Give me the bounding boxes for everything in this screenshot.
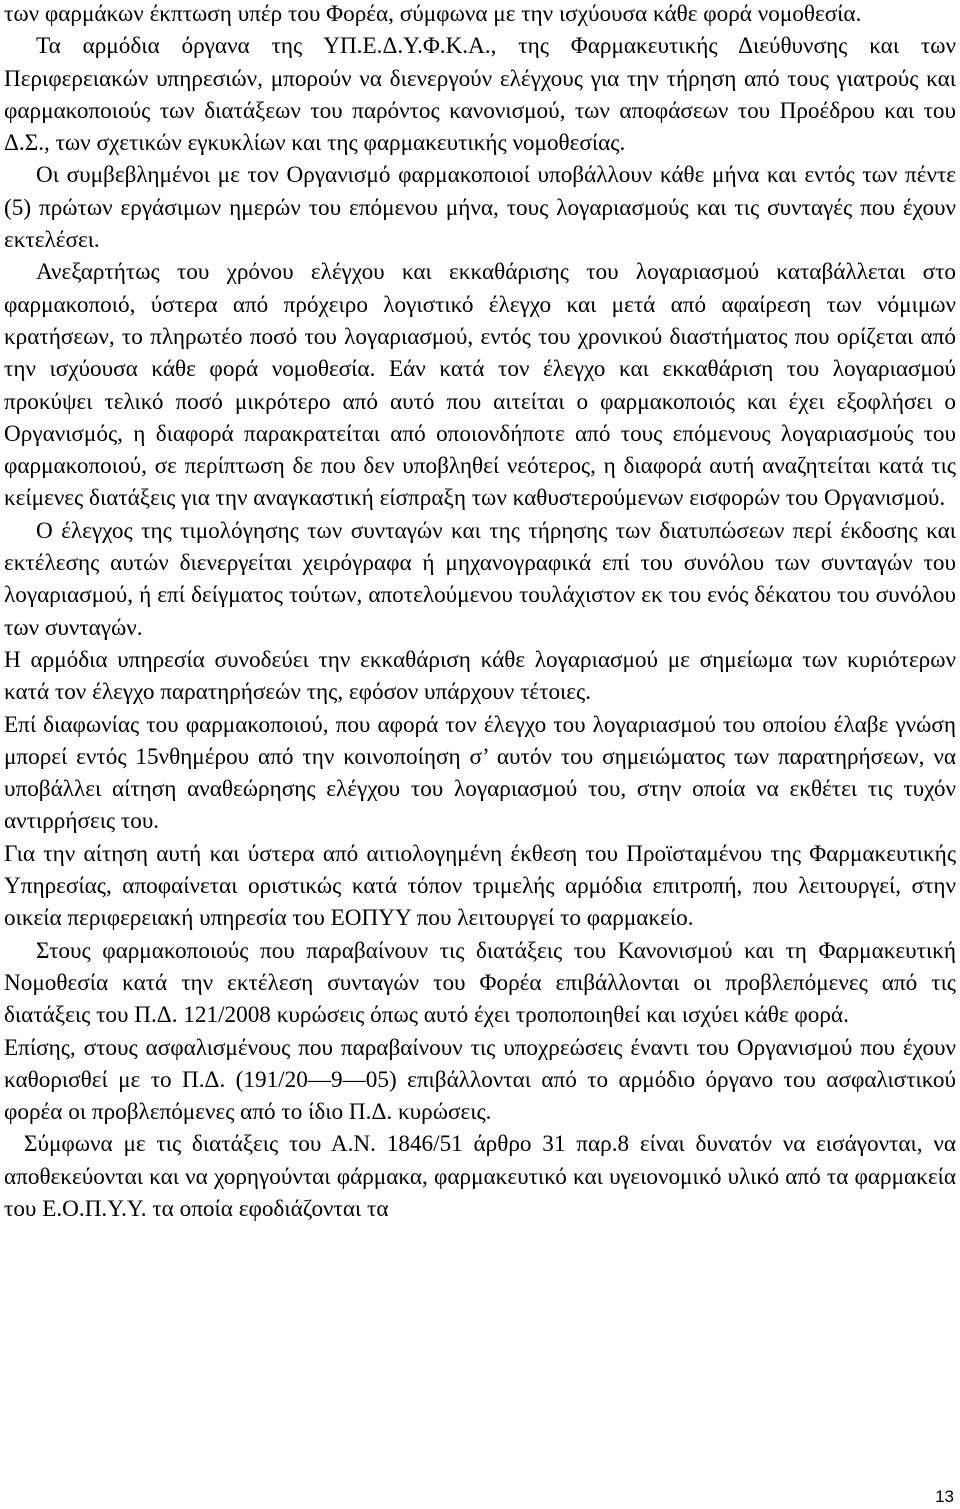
paragraph-monthly-submission: Οι συμβεβλημένοι με τον Οργανισμό φαρμακοποιοί υποβάλλουν κάθε μήνα και εντός των πέντε (5) πρώτων εργάσιμων ημερών του επόμενου μήνα, τους λογαριασμούς και τις συνταγές που έχουν εκτελέσει.	[4, 162, 956, 254]
paragraph-pricing-control: Ο έλεγχος της τιμολόγησης των συνταγών και της τήρησης των διατυπώσεων περί έκδοσης και εκτέλεσης αυτών διενεργείται χειρόγραφα ή μηχανογραφικά επί του συνόλου των συνταγών του λογαριασμού, ή επί δείγματος τούτων, αποτελούμενου τουλάχιστον εκ του ενός δέκατου του συνόλου των συνταγών.	[4, 517, 956, 641]
paragraph-observation-note: Η αρμόδια υπηρεσία συνοδεύει την εκκαθάριση κάθε λογαριασμού με σημείωμα των κυριότερων κατά τον έλεγχο παρατηρήσεών της, εφόσον υπάρχουν τέτοιες.	[4, 646, 956, 706]
paragraph-insured-sanctions: Επίσης, στους ασφαλισμένους που παραβαίνουν τις υποχρεώσεις έναντι του Οργανισμού που έχουν καθορισθεί με το Π.Δ. (191/20—9—05) επιβάλλονται από το αρμόδιο όργανο του ασφαλιστικού φορέα οι προβλεπόμενες από το ίδιο Π.Δ. κυρώσεις.	[4, 1034, 956, 1126]
paragraph-pharmacist-sanctions: Στους φαρμακοποιούς που παραβαίνουν τις διατάξεις του Κανονισμού και τη Φαρμακευτική Νομοθεσία κατά την εκτέλεση συνταγών του Φορέα επιβάλλονται οι προβλεπόμενες από τις διατάξεις του Π.Δ. 121/2008 κυρώσεις όπως αυτό έχει τροποποιηθεί και ισχύει κάθε φορά.	[4, 937, 956, 1029]
paragraph-disagreement: Επί διαφωνίας του φαρμακοποιού, που αφορά τον έλεγχο του λογαριασμού του οποίου έλαβε γνώση μπορεί εντός 15νθημέρου από την κοινοποίηση σ’ αυτόν του σημειώματος των παρατηρήσεων, να υποβάλλει αίτηση αναθεώρησης ελέγχου του λογαριασμού του, στην οποία να εκθέτει τις τυχόν αντιρρήσεις του.	[4, 711, 956, 835]
paragraph-continuation: των φαρμάκων έκπτωση υπέρ του Φορέα, σύμφωνα με την ισχύουσα κάθε φορά νομοθεσία.	[4, 1, 862, 27]
paragraph-payment-clearing: Ανεξαρτήτως του χρόνου ελέγχου και εκκαθάρισης του λογαριασμού καταβάλλεται στο φαρμακοποιό, ύστερα από πρόχειρο λογιστικό έλεγχο και μετά από αφαίρεση των νόμιμων κρατήσεων, το πληρωτέο ποσό του λογαριασμού, εντός του χρονικού διαστήματος που ορίζεται από την ισχύουσα κάθε φορά νομοθεσία. Εάν κατά τον έλεγχο και εκκαθάριση του λογαριασμού προκύψει τελικό ποσό μικρότερο από αυτό που αιτείται ο φαρμακοποιός και έχει εξοφλήσει ο Οργανισμός, η διαφορά παρακρατείται από οποιονδήποτε από τους επόμενους λογαριασμούς του φαρμακοποιού, σε περίπτωση δε που δεν υποβληθεί νεότερος, η διαφορά αυτή αναζητείται κατά τις κείμενες διατάξεις για την αναγκαστική είσπραξη των καθυστερούμενων εισφορών του Οργανισμού.	[4, 259, 956, 512]
document-page	[4, 0, 956, 1225]
paragraph-committee-decision: Για την αίτηση αυτή και ύστερα από αιτιολογημένη έκθεση του Προϊσταμένου της Φαρμακευτικής Υπηρεσίας, αποφαίνεται οριστικώς κατά τόπον τριμελής αρμόδια επιτροπή, που λειτουργεί, στην οικεία περιφερειακή υπηρεσία του ΕΟΠΥΥ που λειτουργεί το φαρμακείο.	[4, 840, 956, 932]
paragraph-inspection-authorities: Τα αρμόδια όργανα της ΥΠ.Ε.Δ.Υ.Φ.Κ.Α., της Φαρμακευτικής Διεύθυνσης και των Περιφερειακών υπηρεσιών, μπορούν να διενεργούν ελέγχους για την τήρηση από τους γιατρούς και φαρμακοποιούς των διατάξεων του παρόντος κανονισμού, των αποφάσεων του Προέδρου και του Δ.Σ., των σχετικών εγκυκλίων και της φαρμακευτικής νομοθεσίας.	[4, 33, 956, 157]
page-number: 13	[935, 1487, 954, 1506]
paragraph-eopyy-pharmacies: Σύμφωνα με τις διατάξεις του Α.Ν. 1846/51 άρθρο 31 παρ.8 είναι δυνατόν να εισάγονται, να αποθεκεύονται και να χορηγούνται φάρμακα, φαρμακευτικό και υγειονομικό υλικό από τα φαρμακεία του Ε.Ο.Π.Υ.Υ. τα οποία εφοδιάζονται τα	[4, 1131, 956, 1222]
